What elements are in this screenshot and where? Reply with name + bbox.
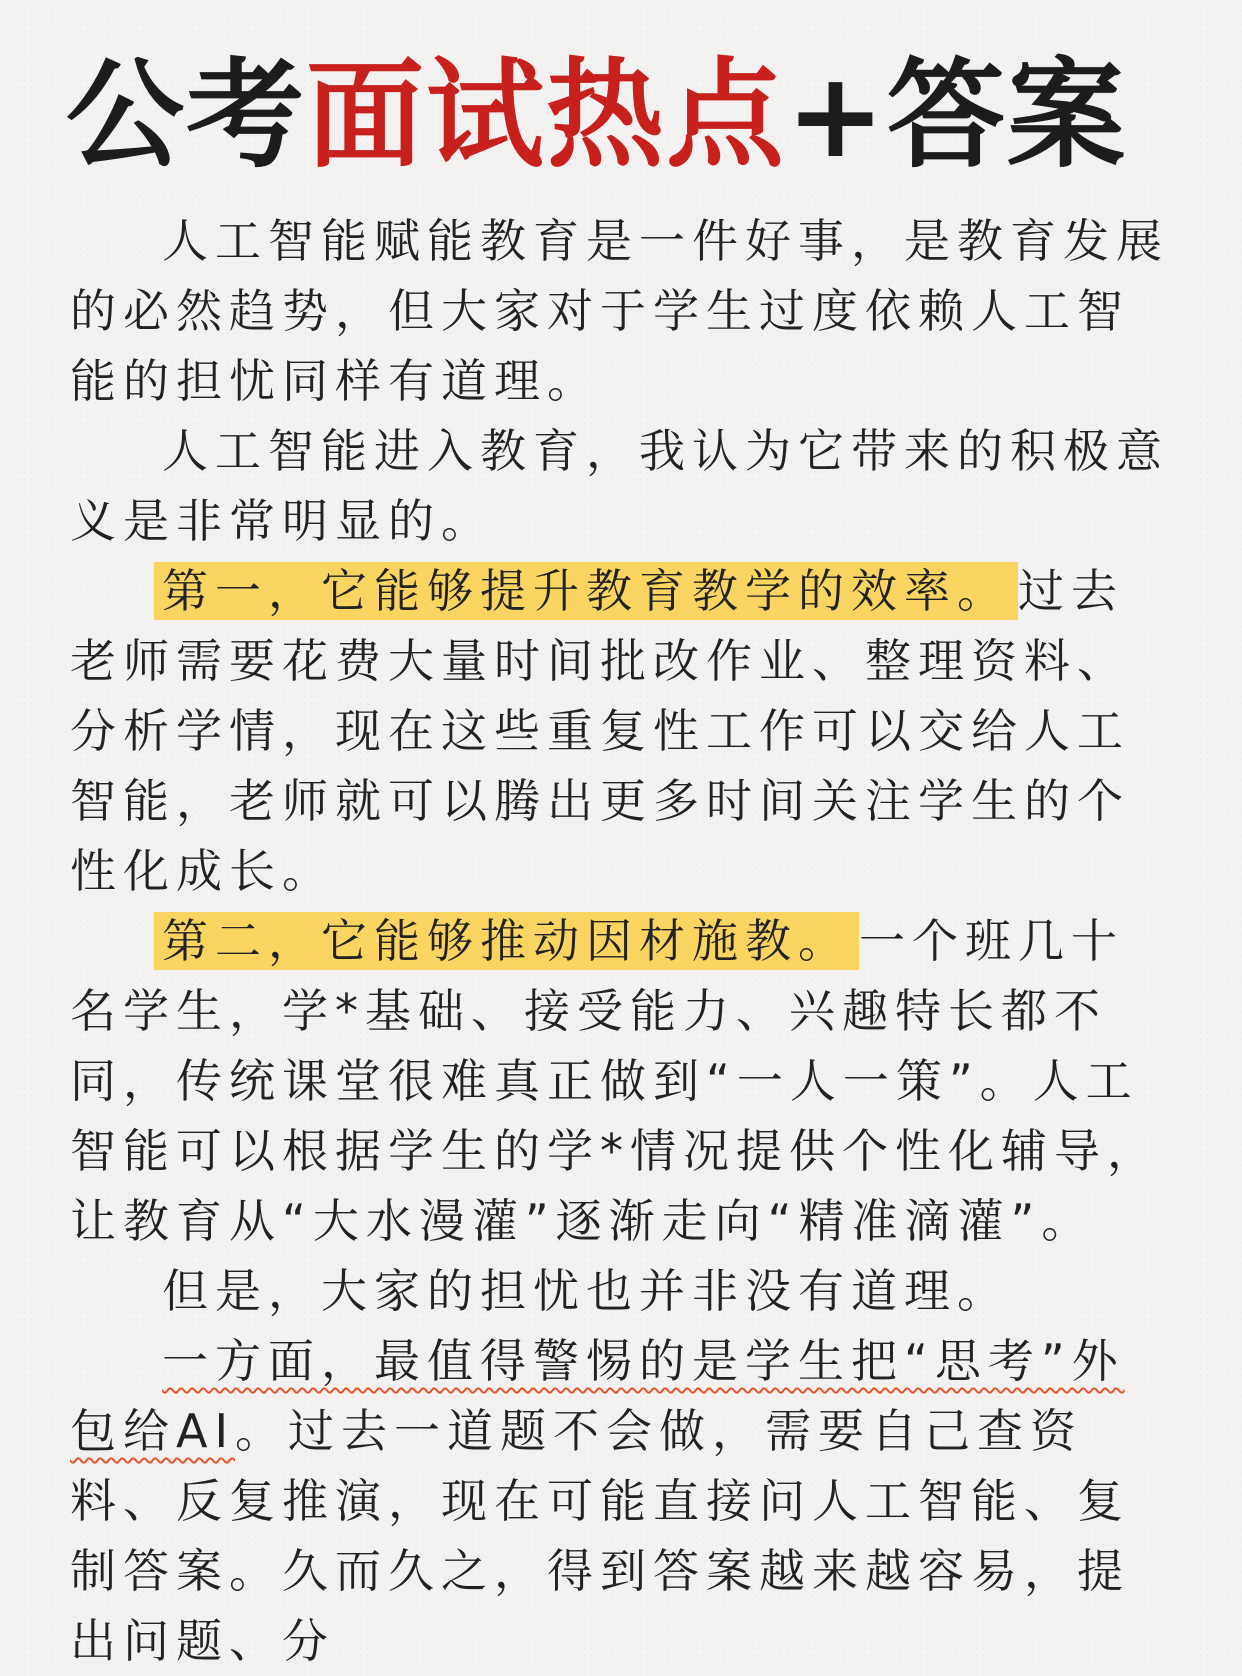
paragraph-1: 人工智能赋能教育是一件好事，是教育发展的必然趋势，但大家对于学生过度依赖人工智能的担忧同样有道理。 bbox=[70, 214, 1169, 408]
highlight-point-one: 第一，它能够提升教育教学的效率。 bbox=[154, 562, 1018, 620]
paragraph-5: 但是，大家的担忧也并非没有道理。 bbox=[162, 1264, 1010, 1318]
paragraph-3 bbox=[70, 556, 1174, 906]
paragraph-4-text: 一个班几十名学生，学*基础、接受能力、兴趣特长都不同，传统课堂很难真正做到“一人一策”。人工智能可以根据学生的学*情况提供个性化辅导，让教育从“大水漫灌”逐渐走向“精准滴灌”。 bbox=[70, 914, 1160, 1248]
title-part-2-red: 面试热点 bbox=[306, 46, 787, 184]
article-body bbox=[70, 206, 1174, 1676]
page-title bbox=[66, 40, 1127, 190]
title-part-1: 公考 bbox=[66, 46, 307, 184]
wavy-underlined-text: 一方面，最值得警惕的是学生把“思考”外包给AI bbox=[70, 1334, 1125, 1458]
paragraph-4 bbox=[70, 906, 1174, 1256]
highlight-point-two: 第二，它能够推动因材施教。 bbox=[154, 912, 859, 970]
paragraph-2: 人工智能进入教育，我认为它带来的积极意义是非常明显的。 bbox=[70, 424, 1169, 548]
paragraph-6-text: 。过去一道题不会做，需要自己查资料、反复推演，现在可能直接问人工智能、复制答案。久而久之，得到答案越来越容易，提出问题、分 bbox=[70, 1404, 1130, 1668]
paragraph-3-text: 过去老师需要花费大量时间批改作业、整理资料、分析学情，现在这些重复性工作可以交给人工智能，老师就可以腾出更多时间关注学生的个性化成长。 bbox=[70, 564, 1130, 898]
title-part-3: +答案 bbox=[786, 46, 1127, 184]
paragraph-6 bbox=[70, 1326, 1174, 1676]
